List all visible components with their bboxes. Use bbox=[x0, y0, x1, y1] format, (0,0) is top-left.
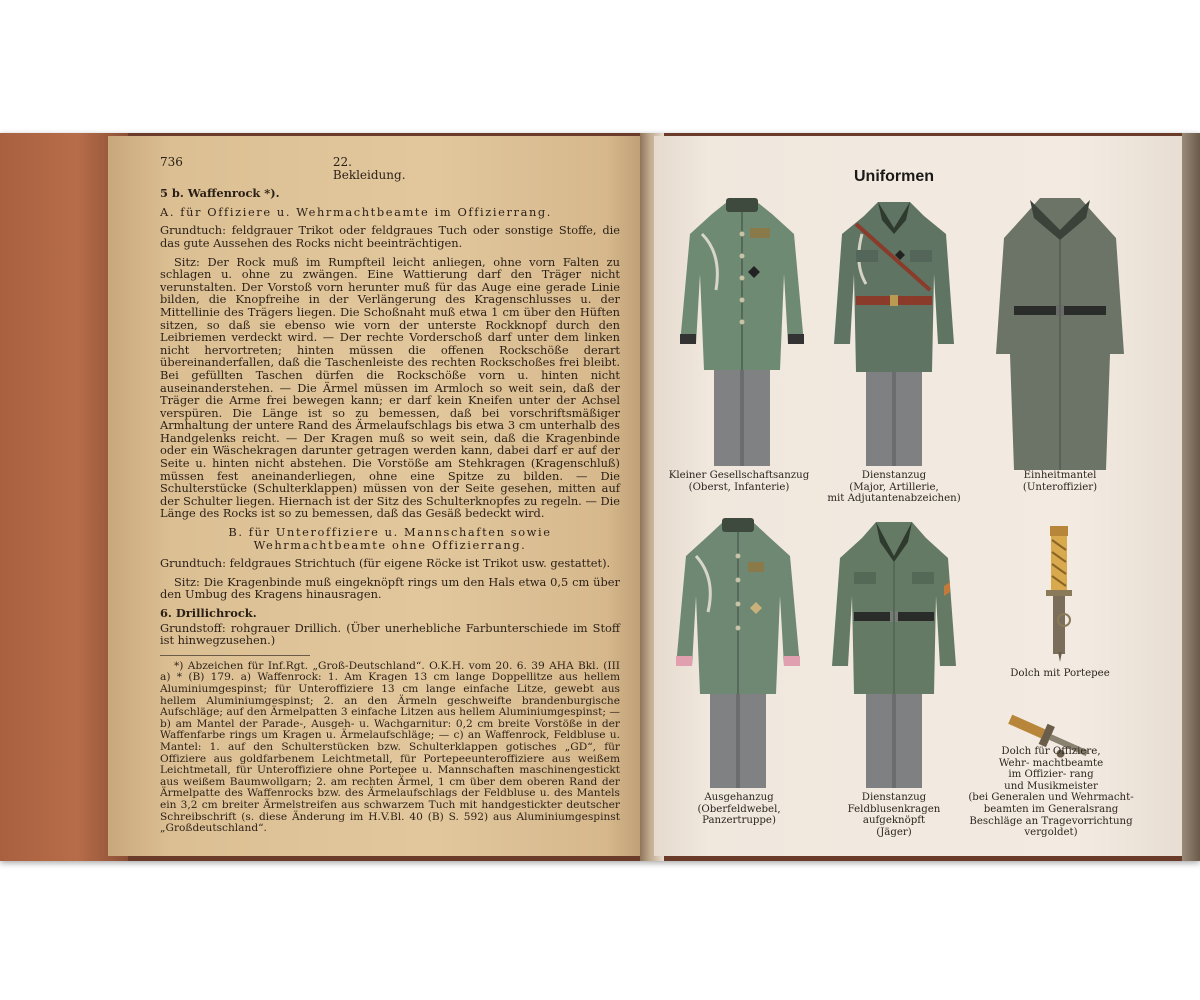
caption-dolch-offiziere: Dolch für Offiziere, Wehr- machtbeamte im Offizier- rang und Musikmeister (bei Generalen und Wehrmacht- beamten im Generalsrang Beschläge an Tragevorrichtung vergoldet) bbox=[968, 746, 1134, 839]
caption-dienstanzug-jaeger: Dienstanzug Feldblusenkragen aufgeknöpft (Jäger) bbox=[847, 792, 941, 838]
caption-ausgehanzug: Ausgehanzug (Oberfeldwebel, Panzertruppe) bbox=[697, 792, 781, 827]
a-heading: A. für Offiziere u. Wehrmachtbeamte im Offizierrang. bbox=[160, 204, 553, 219]
caption-dolch-portepee: Dolch mit Portepee bbox=[1010, 668, 1110, 679]
caption-dienstanzug-major: Dienstanzug (Major, Artillerie, mit Adjutantenabzeichen) bbox=[827, 470, 961, 505]
uniform-dienstanzug-major-image bbox=[826, 194, 962, 466]
right-page bbox=[654, 136, 1184, 856]
uniform-ausgehanzug-image bbox=[668, 516, 808, 788]
uniform-einheitmantel-image bbox=[990, 194, 1130, 470]
plate-title: Uniformen bbox=[854, 168, 934, 185]
footnote: *) Abzeichen für Inf.Rgt. „Groß-Deutschland“. O.K.H. vom 20. 6. 39 AHA Bkl. (III a) * (B) 179. a) Waffenrock: 1. Am Kragen 13 cm lange Doppellitze aus hellem Aluminiumgespinst; für Unteroffiziere 13 cm lange einfache Litze, gewebt aus hellem Aluminiumgespinst; 2. an den Ärmeln geschweifte brandenburgische Aufschläge; auf den Ärmelpatten 3 einfache Litzen aus hellem Aluminiumgespinst; — b) am Mantel der Parade-, Ausgeh- u. Wachgarnitur: 0,2 cm breite Vorstöße in der Waffenfarbe rings um Kragen u. Ärmelaufschläge; — c) an Waffenrock, Feldbluse u. Mantel: 1. auf den Schulterstücken bzw. Schulterklappen gotisches „GD“, für Offiziere aus goldfarbenem Leichtmetall, für Portepeeunteroffiziere aus weißem Leichtmetall, für Unteroffiziere ohne Portepee u. Mannschaften maschinengestickt aus weißem Baumwollgarn; 2. am rechten Ärmel, 1 cm über dem oberen Rand der Ärmelpatte des Waffenrocks bzw. des Ärmelaufschlags der Feldbluse u. des Mantels ein 3,2 cm breiter Ärmelstreifen aus schwarzem Tuch mit handgestickter deutscher Schreibschrift (s. diese Änderung im H.V.Bl. 40 (B) S. 592) aus Aluminiumgespinst „Großdeutschland“. bbox=[160, 659, 620, 835]
left-page-text bbox=[160, 156, 620, 841]
caption-gesellschaftsanzug: Kleiner Gesellschaftsanzug (Oberst, Infanterie) bbox=[668, 470, 810, 493]
open-book bbox=[0, 133, 1200, 861]
book-cover-edge-right bbox=[1182, 133, 1200, 861]
a-sitz: Sitz: Der Rock muß im Rumpfteil leicht anliegen, ohne vorn Falten zu schlagen u. ohne zu zwängen. Eine Wattierung darf den Träger nicht verunstalten. Der Vorstoß vorn herunter muß für das Auge eine gerade Linie bilden, die Knopfreihe in der Verlängerung des Kragenschlusses u. der Mittellinie des Trägers liegen. Die Schoßnaht muß etwa 1 cm über den Hüften sitzen, so daß sie ebenso wie vorn der unterste Rockknopf durch den Leibriemen verdeckt wird. — Der rechte Vorderschoß darf unter dem linken nicht hervortreten; hinten müssen die offenen Rockschöße derart übereinanderfallen, daß die Taschenleiste des rechten Rockschoßes frei bleibt. Bei gefüllten Taschen dürfen die Rockschöße vorn u. hinten nicht auseinanderstehen. — Die Ärmel müssen im Armloch so weit sein, daß der Träger die Arme frei bewegen kann; er darf kein Kneifen unter der Achsel verspüren. Die Länge ist so zu bemessen, daß bei vorschriftsmäßiger Armhaltung der untere Rand des Ärmelaufschlags bis etwa 3 cm unterhalb des Handgelenks reicht. — Der Kragen muß so weit sein, daß die Kragenbinde oder ein Wäschekragen darunter getragen werden kann, dabei darf er auf der Seite u. hinten nicht abstehen. Die Vorstöße am Stehkragen (Kragenschluß) müssen fest aneinanderliegen, ohne eine Spitze zu bilden. — Die Schulterstücke (Schulterklappen) müssen von der Seite gesehen, mitten auf der Schulter liegen. Hiernach ist der Sitz des Schulterknopfes zu regeln. — Die Länge des Rocks ist so zu bemessen, daß das Gesäß bedeckt wird. bbox=[160, 254, 620, 521]
uniform-gesellschaftsanzug-image bbox=[672, 194, 812, 466]
drillich-text: Grundstoff: rohgrauer Drillich. (Über unerhebliche Farbunterschiede im Stoff ist hinwegzusehen.) bbox=[160, 620, 620, 648]
dagger-with-portepee-image bbox=[1034, 524, 1084, 664]
uniform-dienstanzug-jaeger-image bbox=[824, 516, 964, 788]
running-title: 22. Bekleidung. bbox=[332, 155, 406, 182]
caption-einheitmantel: Einheitmantel (Unteroffizier) bbox=[1022, 470, 1098, 493]
left-page bbox=[108, 136, 650, 856]
page-header bbox=[160, 156, 420, 181]
b-sitz: Sitz: Die Kragenbinde muß eingeknöpft rings um den Hals etwa 0,5 cm über den Umbug des Kragens hinausragen. bbox=[160, 574, 620, 602]
page-number: 736 bbox=[160, 155, 183, 169]
section-heading: 5 b. Waffenrock *). bbox=[160, 186, 280, 201]
b-heading: B. für Unteroffiziere u. Mannschaften sowie Wehrmachtbeamte ohne Offizierrang. bbox=[228, 525, 552, 552]
b-grundtuch: Grundtuch: feldgraues Strichtuch (für eigene Röcke ist Trikot usw. gestattet). bbox=[160, 556, 611, 571]
drillich-heading: 6. Drillichrock. bbox=[160, 606, 257, 620]
a-grundtuch: Grundtuch: feldgrauer Trikot oder feldgraues Tuch oder sonstige Stoffe, die das gute Aussehen des Rocks nicht beeinträchtigen. bbox=[160, 223, 620, 250]
